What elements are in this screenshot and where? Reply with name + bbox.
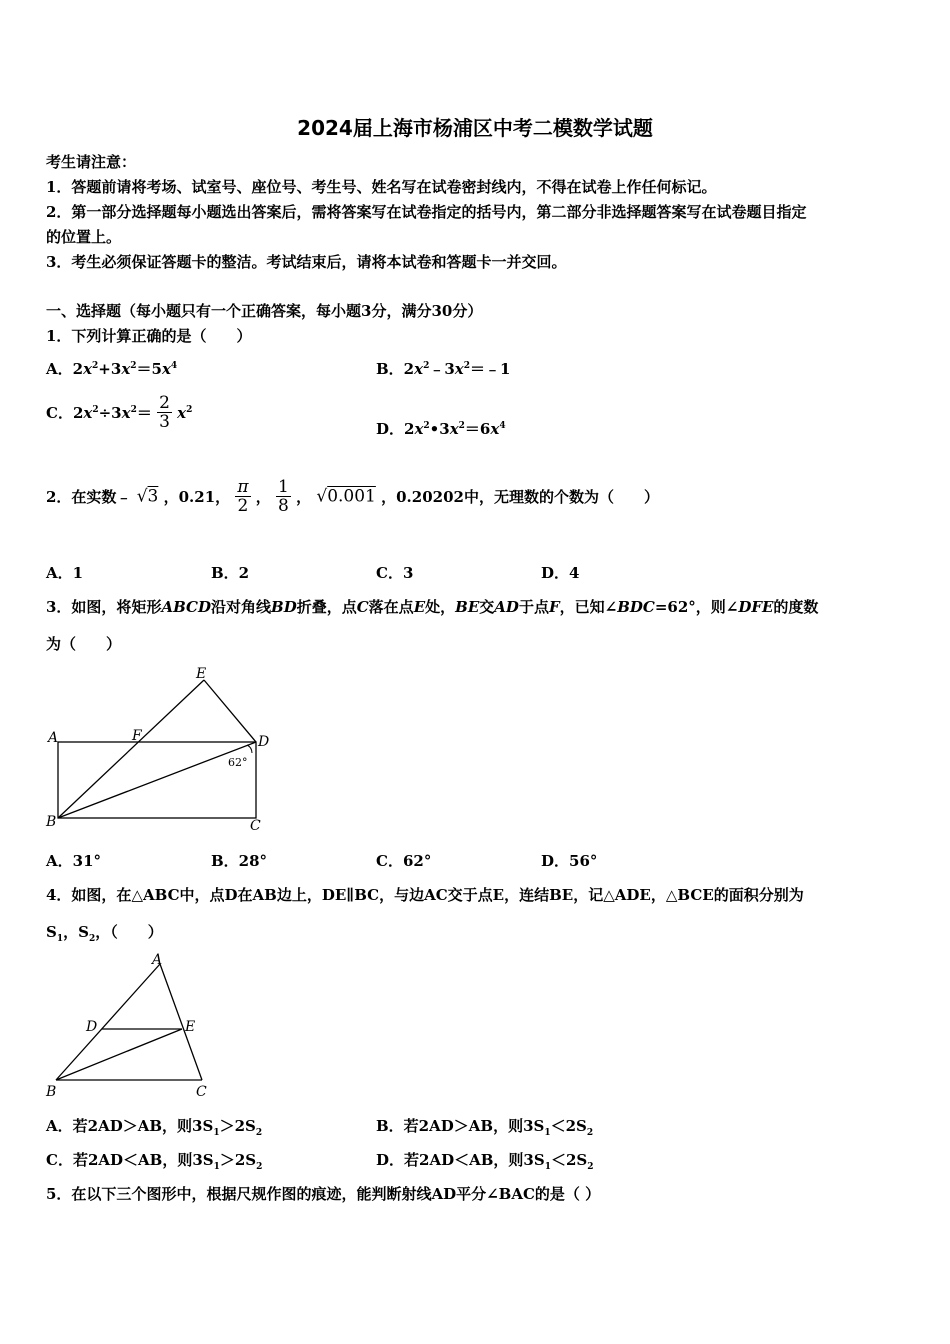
notice-item-2-cont: 的位置上。 — [46, 228, 122, 246]
label-e: E — [196, 666, 207, 682]
q4-option-d: D．若2AD＜AB，则$3S_1<2S_2$ — [376, 1151, 594, 1172]
section-heading: 一、选择题（每小题只有一个正确答案，每小题3分，满分30分） — [46, 302, 483, 320]
q2-stem: 2．在实数﹣ √3 ，0.21， $\frac{\pi}{2}$ ， $\frac{1}{8}$ ， √0.001 ，0.20202中，无理数的个数为（ ） — [46, 477, 659, 516]
q2-option-a: A．1 — [46, 564, 84, 582]
segment-be — [56, 1029, 182, 1080]
q3-option-c: C．62° — [376, 852, 432, 870]
fraction-pi-over-2: $\frac{\pi}{2}$ — [237, 477, 249, 516]
sqrt-0001: √0.001 — [316, 486, 376, 507]
q3-figure — [44, 660, 276, 836]
q1-option-a: A．$2x^2+3x^2=5x^4$ — [46, 360, 178, 378]
label-a: A — [152, 952, 163, 968]
q3-stem-line1: 3．如图，将矩形ABCD沿对角线BD折叠，点C落在点E处，BE交AD于点F，已知∠BDC=62°，则∠DFE的度数 — [46, 598, 819, 616]
q2-option-b: B．2 — [211, 564, 250, 582]
segment-be — [58, 680, 204, 818]
label-e: E — [185, 1019, 196, 1035]
label-f: F — [132, 728, 142, 744]
sqrt-3: √3 — [136, 486, 159, 507]
page-title: 2024届上海市杨浦区中考二模数学试题 — [297, 116, 653, 140]
label-b: B — [46, 814, 57, 830]
label-d: D — [258, 734, 270, 750]
q2-option-c: C．3 — [376, 564, 414, 582]
q3-stem-line2: 为（ ） — [46, 635, 122, 653]
q5-stem: 5．在以下三个图形中，根据尺规作图的痕迹，能判断射线AD平分∠BAC的是（ ） — [46, 1185, 601, 1203]
q1-option-c: C．$2x^2\div 3x^2=$ $\frac{2}{3}$ $x^2$ — [46, 393, 193, 432]
fraction-one-eighth: $\frac{1}{8}$ — [278, 477, 289, 516]
q2-option-d: D．4 — [541, 564, 580, 582]
q1-option-b: B．$2x^2﹣3x^2=﹣1$ — [376, 360, 511, 378]
q3-option-a: A．31° — [46, 852, 102, 870]
side-ac — [160, 964, 202, 1080]
q1-option-d: D．$2x^2•3x^2=6x^4$ — [376, 420, 506, 438]
q3-option-d: D．56° — [541, 852, 598, 870]
notice-heading: 考生请注意： — [46, 153, 137, 171]
notice-item-2: 2．第一部分选择题每小题选出答案后，需将答案写在试卷指定的括号内，第二部分非选择题答案写在试卷题目指定 — [46, 203, 807, 221]
notice-item-1: 1．答题前请将考场、试室号、座位号、考生号、姓名写在试卷密封线内，不得在试卷上作任何标记。 — [46, 178, 717, 196]
q4-option-a: A．若2AD＞AB，则$3S_1>2S_2$ — [46, 1117, 263, 1138]
q1-stem: 1．下列计算正确的是（ ） — [46, 327, 252, 345]
q4-stem-line1: 4．如图，在△ABC中，点D在AB边上，DE∥BC，与边AC交于点E，连结BE，记△ADE，△BCE的面积分别为 — [46, 886, 804, 904]
diagonal-bd — [58, 742, 256, 818]
label-b: B — [46, 1084, 57, 1100]
label-a: A — [48, 730, 59, 746]
label-c: C — [196, 1084, 207, 1100]
q4-option-b: B．若2AD＞AB，则$3S_1<2S_2$ — [376, 1117, 594, 1138]
angle-arc — [247, 745, 252, 753]
fraction-two-thirds: $\frac{2}{3}$ — [159, 393, 170, 432]
label-c: C — [250, 818, 261, 834]
q3-option-b: B．28° — [211, 852, 268, 870]
q4-figure — [42, 950, 222, 1100]
segment-ed — [204, 680, 256, 742]
q4-option-c: C．若2AD＜AB，则$3S_1>2S_2$ — [46, 1151, 263, 1172]
q4-stem-line2: $S_1$，$S_2$，（ ） — [46, 923, 163, 944]
label-d: D — [86, 1019, 98, 1035]
angle-label: 62° — [228, 756, 248, 769]
notice-item-3: 3．考生必须保证答题卡的整洁。考试结束后，请将本试卷和答题卡一并交回。 — [46, 253, 567, 271]
side-ab — [56, 964, 160, 1080]
